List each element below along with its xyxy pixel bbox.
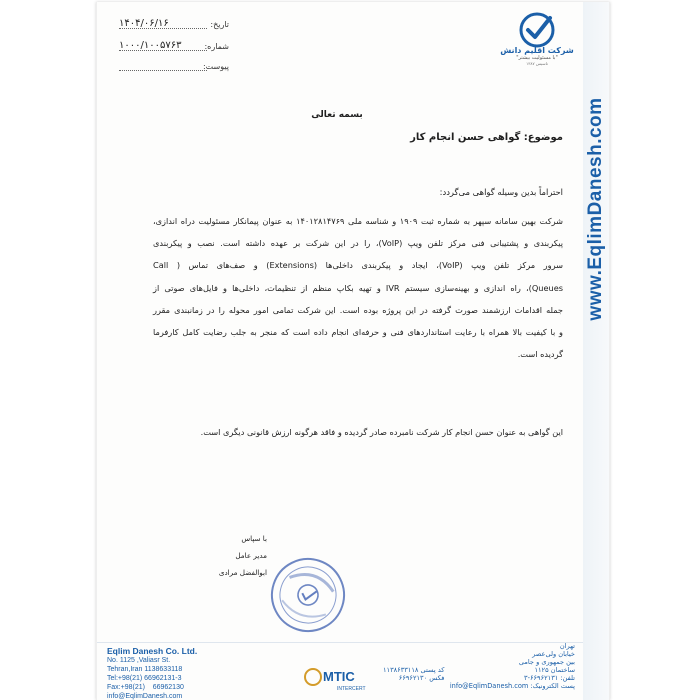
footer-contact-mid: [383, 666, 444, 682]
company-stamp-icon: [267, 554, 349, 636]
logo-company-name: شرکت اقلیم دانش: [500, 46, 574, 55]
letter-subject: موضوع: گواهی حسن انجام کار: [410, 132, 563, 143]
footer-postal-fa: کد پستی ۱۱۳۸۶۳۳۱۱۸: [383, 666, 445, 674]
body-line: پیکربندی و پشتیبانی فنی مرکز تلفن ویپ (VoIP)، را در این شرکت بر عهده داشته است. نصب و پیکربندی: [153, 238, 563, 249]
footer-tel-fa: تلفن: ۶۶۹۶۲۱۳۱-۳: [524, 674, 575, 682]
signature-name: ابوالفضل مرادی: [218, 568, 267, 577]
signature-title: مدیر عامل: [235, 551, 267, 560]
body-line: Queues)، راه اندازی و بهینه‌سازی سیستم IVR و تهیه بکاپ منظم از تنظیمات، داخلی‌ها و فایل‌های صوتی از: [153, 282, 563, 293]
footer-fax-en: Fax:+98(21) 66962130: [107, 684, 184, 691]
logo-tagline: "با مسئولیت بیشتر": [516, 55, 558, 61]
signature-block: [177, 530, 267, 581]
body-line: گردیده است.: [517, 349, 563, 360]
date-value: ۱۴۰۴/۰۶/۱۶: [119, 18, 207, 29]
footer-address-fa-2: خیابان ولی‌عصر: [532, 650, 575, 658]
body-line: جمله اقدامات ارزشمند صورت گرفته در این پروژه بوده است. این شرکت تمامی امور محوله را در زمانبندی مقرر: [153, 304, 563, 315]
body-line: سرور مرکز تلفن ویپ (VoIP)، ایجاد و پیکربندی داخلی‌ها (Extensions) و صف‌های تماس ( Call: [153, 260, 563, 271]
letter-page: [96, 2, 610, 700]
cert-logo-text: MTIC: [323, 669, 355, 684]
signature-regards: با سپاس: [241, 534, 267, 543]
footer-address-en-2: Tehran,Iran 1138633118: [107, 666, 183, 673]
footer-tel-en: Tel:+98(21) 66962131-3: [107, 675, 182, 682]
body-line: شرکت بهین سامانه سپهر به شماره ثبت ۱۹۰۹ و شناسه ملی ۱۴۰۱۲۸۱۴۷۶۹ به عنوان پیمانکار مسئولیت دراه اندازی،: [153, 216, 563, 226]
logo-established: تاسیس ۱۳۸۷: [526, 61, 548, 66]
footer-fax-fa: فکس ۶۶۹۶۲۱۳۰: [398, 674, 445, 682]
basmala: بسمه تعالی: [311, 110, 363, 120]
company-logo: [491, 12, 583, 72]
checkmark-logo-icon: [517, 12, 557, 48]
letter-greeting: احتراماً بدین وسیله گواهی می‌گردد:: [439, 187, 563, 197]
footer-contact-en: [107, 647, 197, 700]
letter-body: [153, 210, 563, 365]
footer-company-en: Eqlim Danesh Co. Ltd.: [107, 646, 198, 656]
side-website-url: www.EqlimDanesh.com: [585, 97, 606, 321]
number-value: ۱۰۰۰/۱۰۰۵۷۶۳: [119, 40, 207, 51]
footer-address-en-1: No. 1125 ,Valiasr St.: [107, 657, 171, 664]
footer-address-fa-1: تهران: [559, 642, 575, 650]
body-line: و با کیفیت بالا همراه با رعایت استانداردهای فنی و حرفه‌ای انجام داده است که منجر به جلب رضایت کامل کارفرما: [153, 327, 563, 338]
footer-email-en: info@EqlimDanesh.com: [107, 693, 183, 700]
footer-email-fa: پست الکترونیک: info@EqlimDanesh.com: [449, 682, 575, 690]
mtic-certification-logo: [299, 665, 377, 695]
number-label: شماره:: [204, 42, 229, 51]
footer-contact-fa: [450, 642, 575, 690]
footer-address-fa-3: بین جمهوری و جامی: [518, 658, 575, 666]
attachment-value: [119, 60, 207, 71]
date-label: تاریخ:: [210, 20, 229, 29]
cert-sub-text: INTERCERT: [337, 686, 366, 692]
letter-closing: این گواهی به عنوان حسن انجام کار شرکت نامبرده صادر گردیده و فاقد هرگونه ارزش قانونی دیگری است.: [200, 427, 563, 437]
footer-address-fa-4: ساختمان ۱۱۲۵: [534, 666, 575, 674]
attachment-label: پیوست:: [202, 62, 229, 71]
